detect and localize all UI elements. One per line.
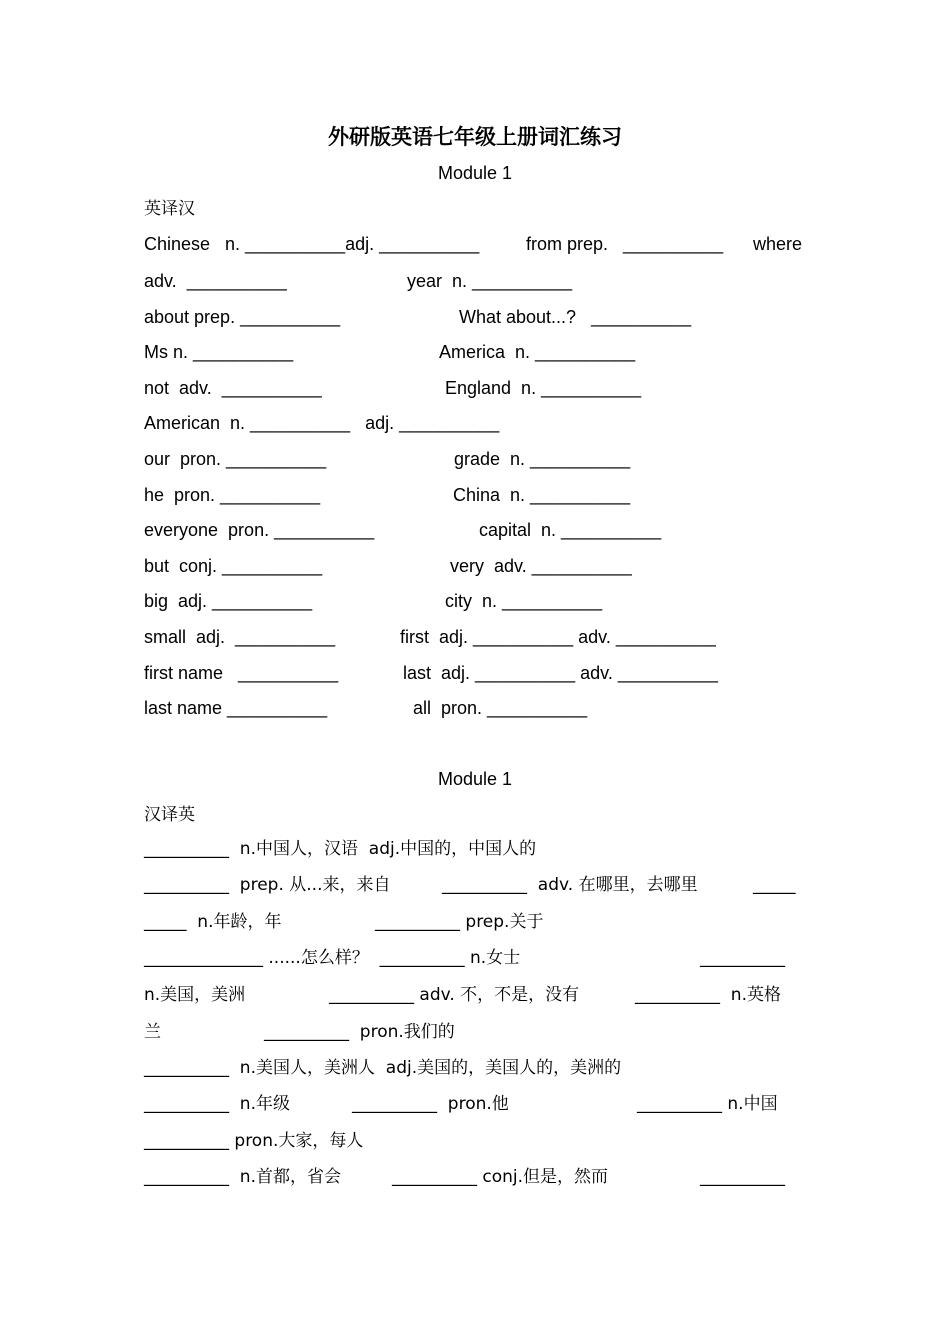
vocab-item: Ms n. __________ xyxy=(144,342,294,362)
vocab-item: China n. __________ xyxy=(453,485,631,505)
vocab-item: American n. __________ adj. __________ xyxy=(144,413,500,433)
vocab-item: America n. __________ xyxy=(439,342,636,362)
vocab-item: all pron. __________ xyxy=(413,698,588,718)
page-title: 外研版英语七年级上册词汇练习 xyxy=(328,125,622,149)
vocab-item: from prep. __________ xyxy=(526,234,724,254)
vocab-item: __________ n.中国人，汉语 adj.中国的，中国人的 xyxy=(144,839,537,859)
vocab-item: grade n. __________ xyxy=(454,449,631,469)
vocab-item: he pron. __________ xyxy=(144,485,321,505)
vocab-item: __________ adv. 在哪里，去哪里 xyxy=(442,875,698,895)
vocab-item: __________ prep.关于 xyxy=(375,912,544,932)
vocab-item: n.美国，美洲 xyxy=(144,985,246,1005)
vocab-item: last name __________ xyxy=(144,698,328,718)
module-heading: Module 1 xyxy=(437,769,513,789)
vocab-item: small adj. __________ xyxy=(144,627,336,647)
vocab-item: __________ n.中国 xyxy=(637,1094,778,1114)
vocab-item: __________ pron.我们的 xyxy=(264,1022,455,1042)
vocab-item: __________ n.首都，省会 xyxy=(144,1167,341,1187)
vocab-item: __________ pron.他 xyxy=(352,1094,509,1114)
vocab-item: not adv. __________ xyxy=(144,378,322,398)
vocab-item: Chinese n. __________adj. __________ xyxy=(144,234,480,254)
vocab-item: city n. __________ xyxy=(445,591,603,611)
vocab-item: __________ pron.大家，每人 xyxy=(144,1131,364,1151)
vocab-item: big adj. __________ xyxy=(144,591,313,611)
vocab-item: first name __________ xyxy=(144,663,339,683)
vocab-item: ______________ ......怎么样？ __________ n.女士 xyxy=(144,948,521,968)
vocab-item: where xyxy=(753,234,803,254)
vocab-item: very adv. __________ xyxy=(450,556,632,576)
vocab-item: What about...? __________ xyxy=(459,307,692,327)
vocab-item: adv. __________ xyxy=(144,271,287,291)
vocab-item: __________ n.年级 xyxy=(144,1094,290,1114)
vocab-item: capital n. __________ xyxy=(479,520,662,540)
vocab-item: _____ xyxy=(753,875,796,895)
vocab-item: England n. __________ xyxy=(445,378,642,398)
vocab-item: our pron. __________ xyxy=(144,449,327,469)
vocab-item: __________ xyxy=(700,948,785,968)
section-heading-cn-to-en: 汉译英 xyxy=(144,805,195,825)
vocab-item: __________ n.英格 xyxy=(635,985,781,1005)
vocab-item: __________ adv. 不，不是，没有 xyxy=(329,985,580,1005)
vocab-item: __________ xyxy=(700,1167,785,1187)
vocab-item: last adj. __________ adv. __________ xyxy=(403,663,718,683)
vocab-item: __________ conj.但是，然而 xyxy=(392,1167,609,1187)
vocab-item: first adj. __________ adv. __________ xyxy=(400,627,716,647)
module-heading: Module 1 xyxy=(437,163,513,183)
vocab-item: __________ prep. 从...来，来自 xyxy=(144,875,391,895)
vocab-item: but conj. __________ xyxy=(144,556,323,576)
vocab-item: _____ n.年龄，年 xyxy=(144,912,282,932)
vocab-item: year n. __________ xyxy=(407,271,573,291)
vocab-item: about prep. __________ xyxy=(144,307,341,327)
vocab-item: everyone pron. __________ xyxy=(144,520,375,540)
vocab-item: 兰 xyxy=(144,1022,161,1042)
vocab-item: __________ n.美国人，美洲人 adj.美国的，美国人的，美洲的 xyxy=(144,1058,622,1078)
section-heading-en-to-cn: 英译汉 xyxy=(144,199,195,219)
